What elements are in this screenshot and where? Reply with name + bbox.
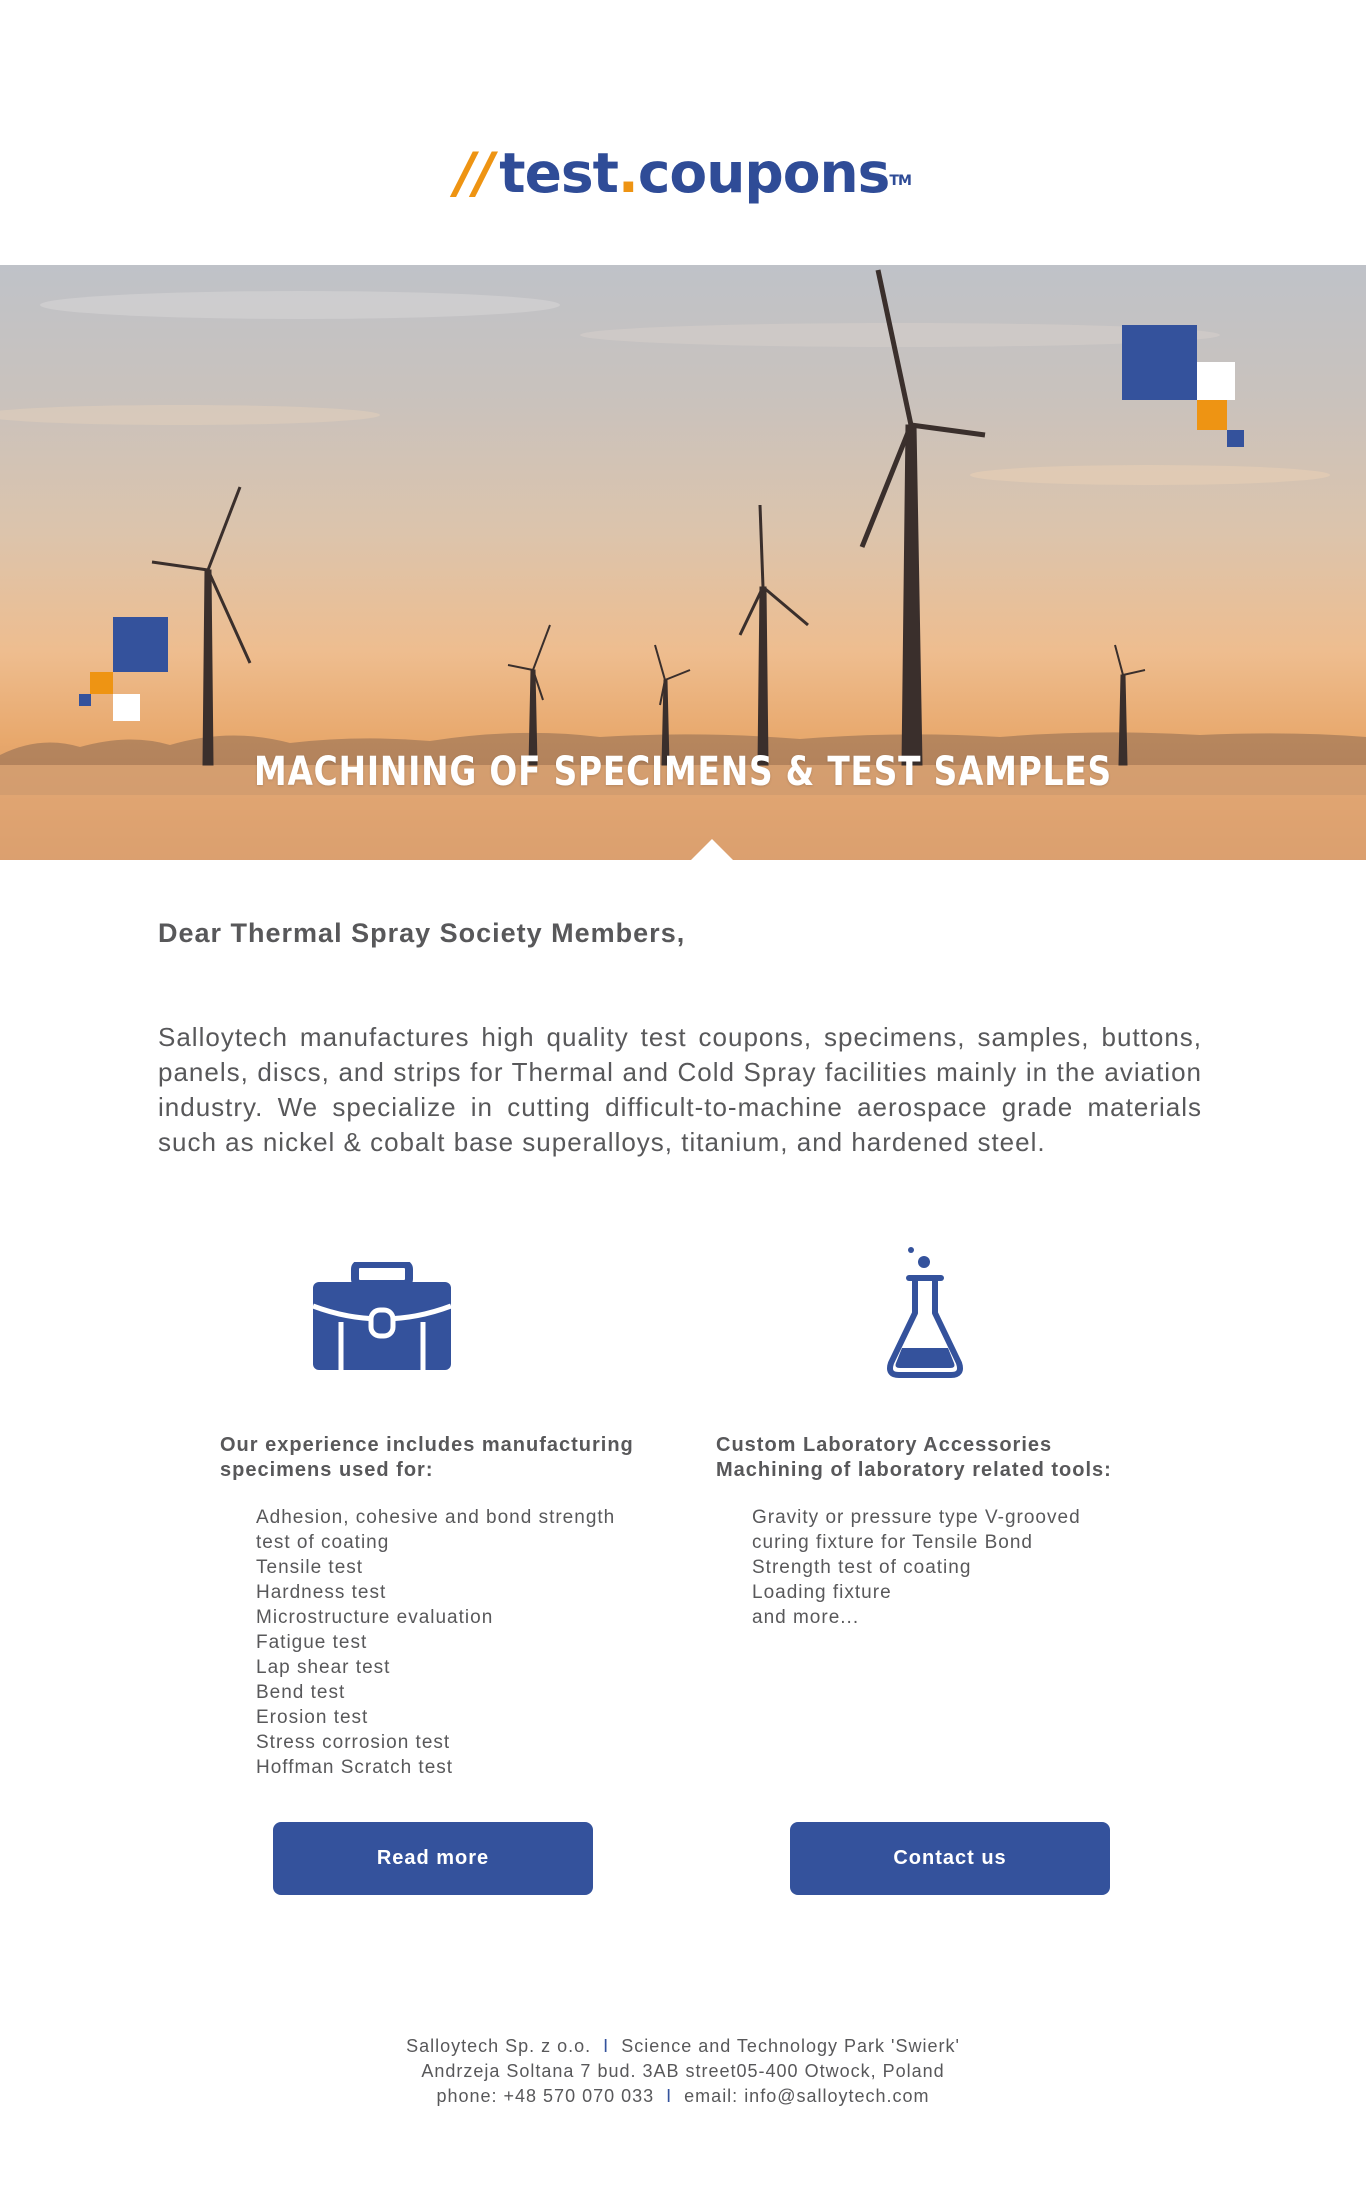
list-item: Adhesion, cohesive and bond strength test of coating (256, 1507, 616, 1553)
list-item: Erosion test (256, 1707, 369, 1728)
logo[interactable] (0, 143, 1366, 203)
list-item: Bend test (256, 1682, 346, 1703)
list-item: and more... (752, 1607, 860, 1628)
footer-phone[interactable]: phone: +48 570 070 033 (436, 2086, 655, 2106)
footer-park: Science and Technology Park 'Swierk' (621, 2036, 960, 2056)
list-item: Hoffman Scratch test (256, 1757, 454, 1778)
accessories-column (716, 1433, 1116, 1630)
flask-icon (884, 1245, 966, 1385)
list-item: Microstructure evaluation (256, 1607, 494, 1628)
footer-line-1 (0, 2034, 1366, 2059)
logo-name-part1: test (499, 141, 618, 205)
experience-heading: Our experience includes manufacturing specimens used for: (220, 1434, 634, 1481)
footer-email[interactable]: email: info@salloytech.com (684, 2086, 930, 2106)
hero-notch (690, 839, 734, 860)
briefcase-icon (311, 1262, 453, 1377)
accessories-list (752, 1505, 1116, 1630)
footer-line-3 (0, 2084, 1366, 2109)
intro-paragraph: Salloytech manufactures high quality test coupons, specimens, samples, buttons, panels, discs, and strips for Thermal and Cold Spray facilities mainly in the aviation industry. We specialize in cutting difficult-to-machine aerospace grade materials such as nickel & cobalt base superalloys, titanium, and hardened steel. (158, 1022, 1202, 1157)
list-item: Tensile test (256, 1557, 364, 1578)
list-item: Loading fixture (752, 1582, 892, 1603)
greeting-heading: Dear Thermal Spray Society Members, (158, 918, 686, 948)
hero-title: MACHINING OF SPECIMENS & TEST SAMPLES (254, 749, 1112, 795)
footer-separator: I (603, 2036, 610, 2056)
logo-trademark: TM (889, 173, 911, 189)
accessories-heading: Custom Laboratory Accessories Machining of laboratory related tools: (716, 1434, 1112, 1481)
footer-company: Salloytech Sp. z o.o. (406, 2036, 592, 2056)
list-item: Hardness test (256, 1582, 387, 1603)
logo-slashes: // (455, 141, 494, 205)
contact-us-button[interactable]: Contact us (790, 1822, 1110, 1895)
footer-separator: I (666, 2086, 673, 2106)
logo-dot: . (617, 141, 638, 205)
list-item: Stress corrosion test (256, 1732, 451, 1753)
list-item: Gravity or pressure type V-grooved curing fixture for Tensile Bond Strength test of coating (752, 1507, 1081, 1578)
experience-list (256, 1505, 640, 1780)
list-item: Lap shear test (256, 1657, 391, 1678)
logo-name-part2: coupons (637, 141, 890, 205)
footer (0, 2034, 1366, 2109)
hero-banner (0, 265, 1366, 860)
list-item: Fatigue test (256, 1632, 368, 1653)
read-more-button[interactable]: Read more (273, 1822, 593, 1895)
footer-address: Andrzeja Soltana 7 bud. 3AB street05-400 Otwock, Poland (421, 2061, 945, 2081)
experience-column (220, 1433, 640, 1780)
